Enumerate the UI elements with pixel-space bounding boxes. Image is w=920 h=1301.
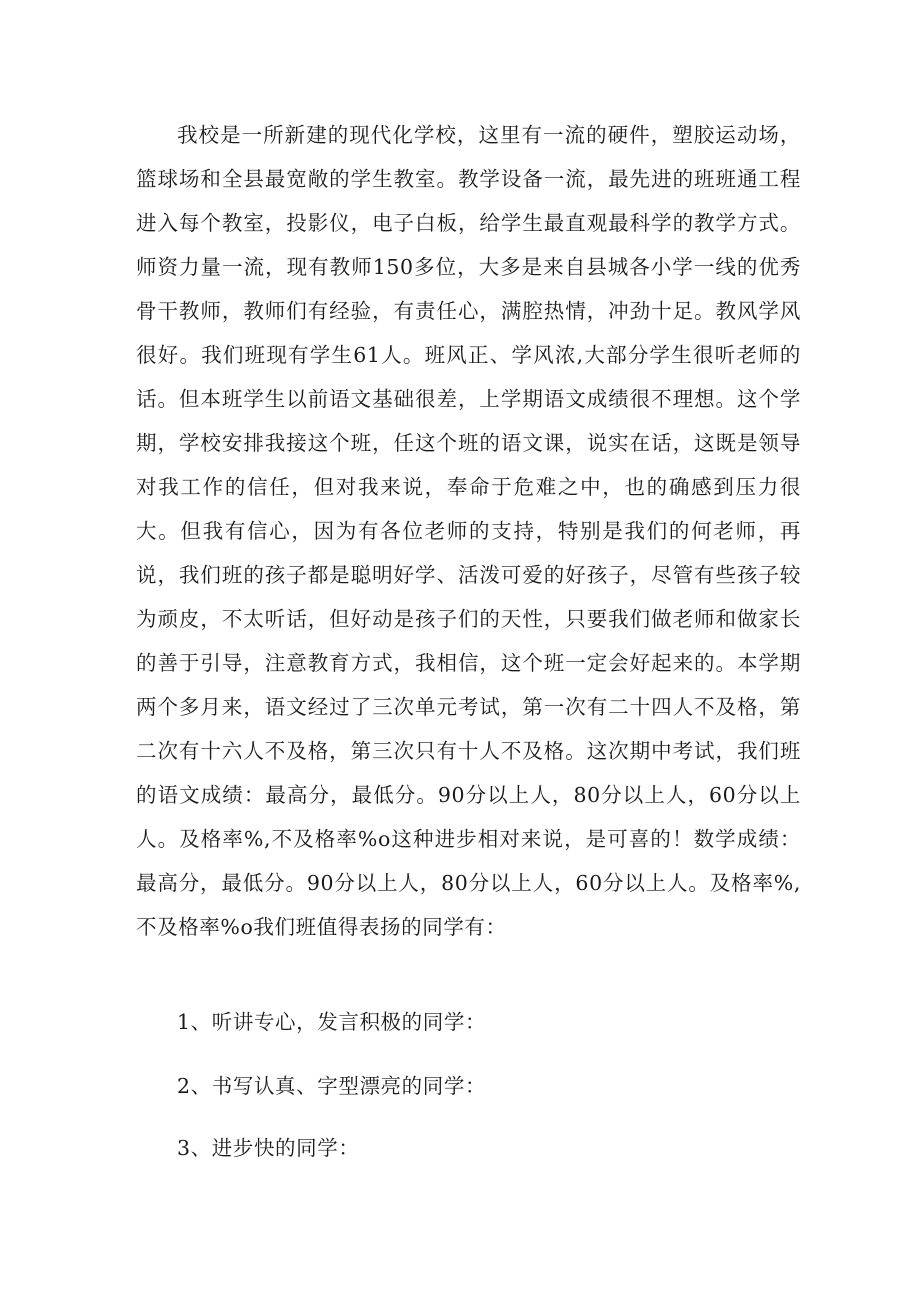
list-item-progress: 3、进步快的同学： [177, 1136, 360, 1160]
list-item-handwriting: 2、书写认真、字型漂亮的同学： [177, 1074, 487, 1098]
body-paragraph: 我校是一所新建的现代化学校，这里有一流的硬件，塑胶运动场，篮球场和全县最宽敞的学生教室。教学设备一流，最先进的班班通工程进入每个教室，投影仪，电子白板，给学生最直观最科学的教学方式。师资力量一流，现有教师150多位，大多是来自县城各小学一线的优秀骨干教师，教师们有经验，有责任心，满腔热情，冲劲十足。教风学风很好。我们班现有学生61人。班风正、学风浓,大部分学生很听老师的话。但本班学生以前语文基础很差，上学期语文成绩很不理想。这个学期，学校安排我接这个班，任这个班的语文课，说实在话，这既是领导对我工作的信任，但对我来说，奉命于危难之中，也的确感到压力很大。但我有信心，因为有各位老师的支持，特别是我们的何老师，再说，我们班的孩子都是聪明好学、活泼可爱的好孩子，尽管有些孩子较为顽皮，不太听话，但好动是孩子们的天性，只要我们做老师和做家长的善于引导，注意教育方式，我相信，这个班一定会好起来的。本学期两个多月来，语文经过了三次单元考试，第一次有二十四人不及格，第二次有十六人不及格，第三次只有十人不及格。这次期中考试，我们班的语文成绩：最高分，最低分。90分以上人，80分以上人，60分以上人。及格率%,不及格率%o这种进步相对来说，是可喜的！数学成绩：最高分，最低分。90分以上人，80分以上人，60分以上人。及格率%,不及格率%o我们班值得表扬的同学有： [136, 123, 801, 939]
list-item-attentive: 1、听讲专心，发言积极的同学： [177, 1010, 487, 1034]
